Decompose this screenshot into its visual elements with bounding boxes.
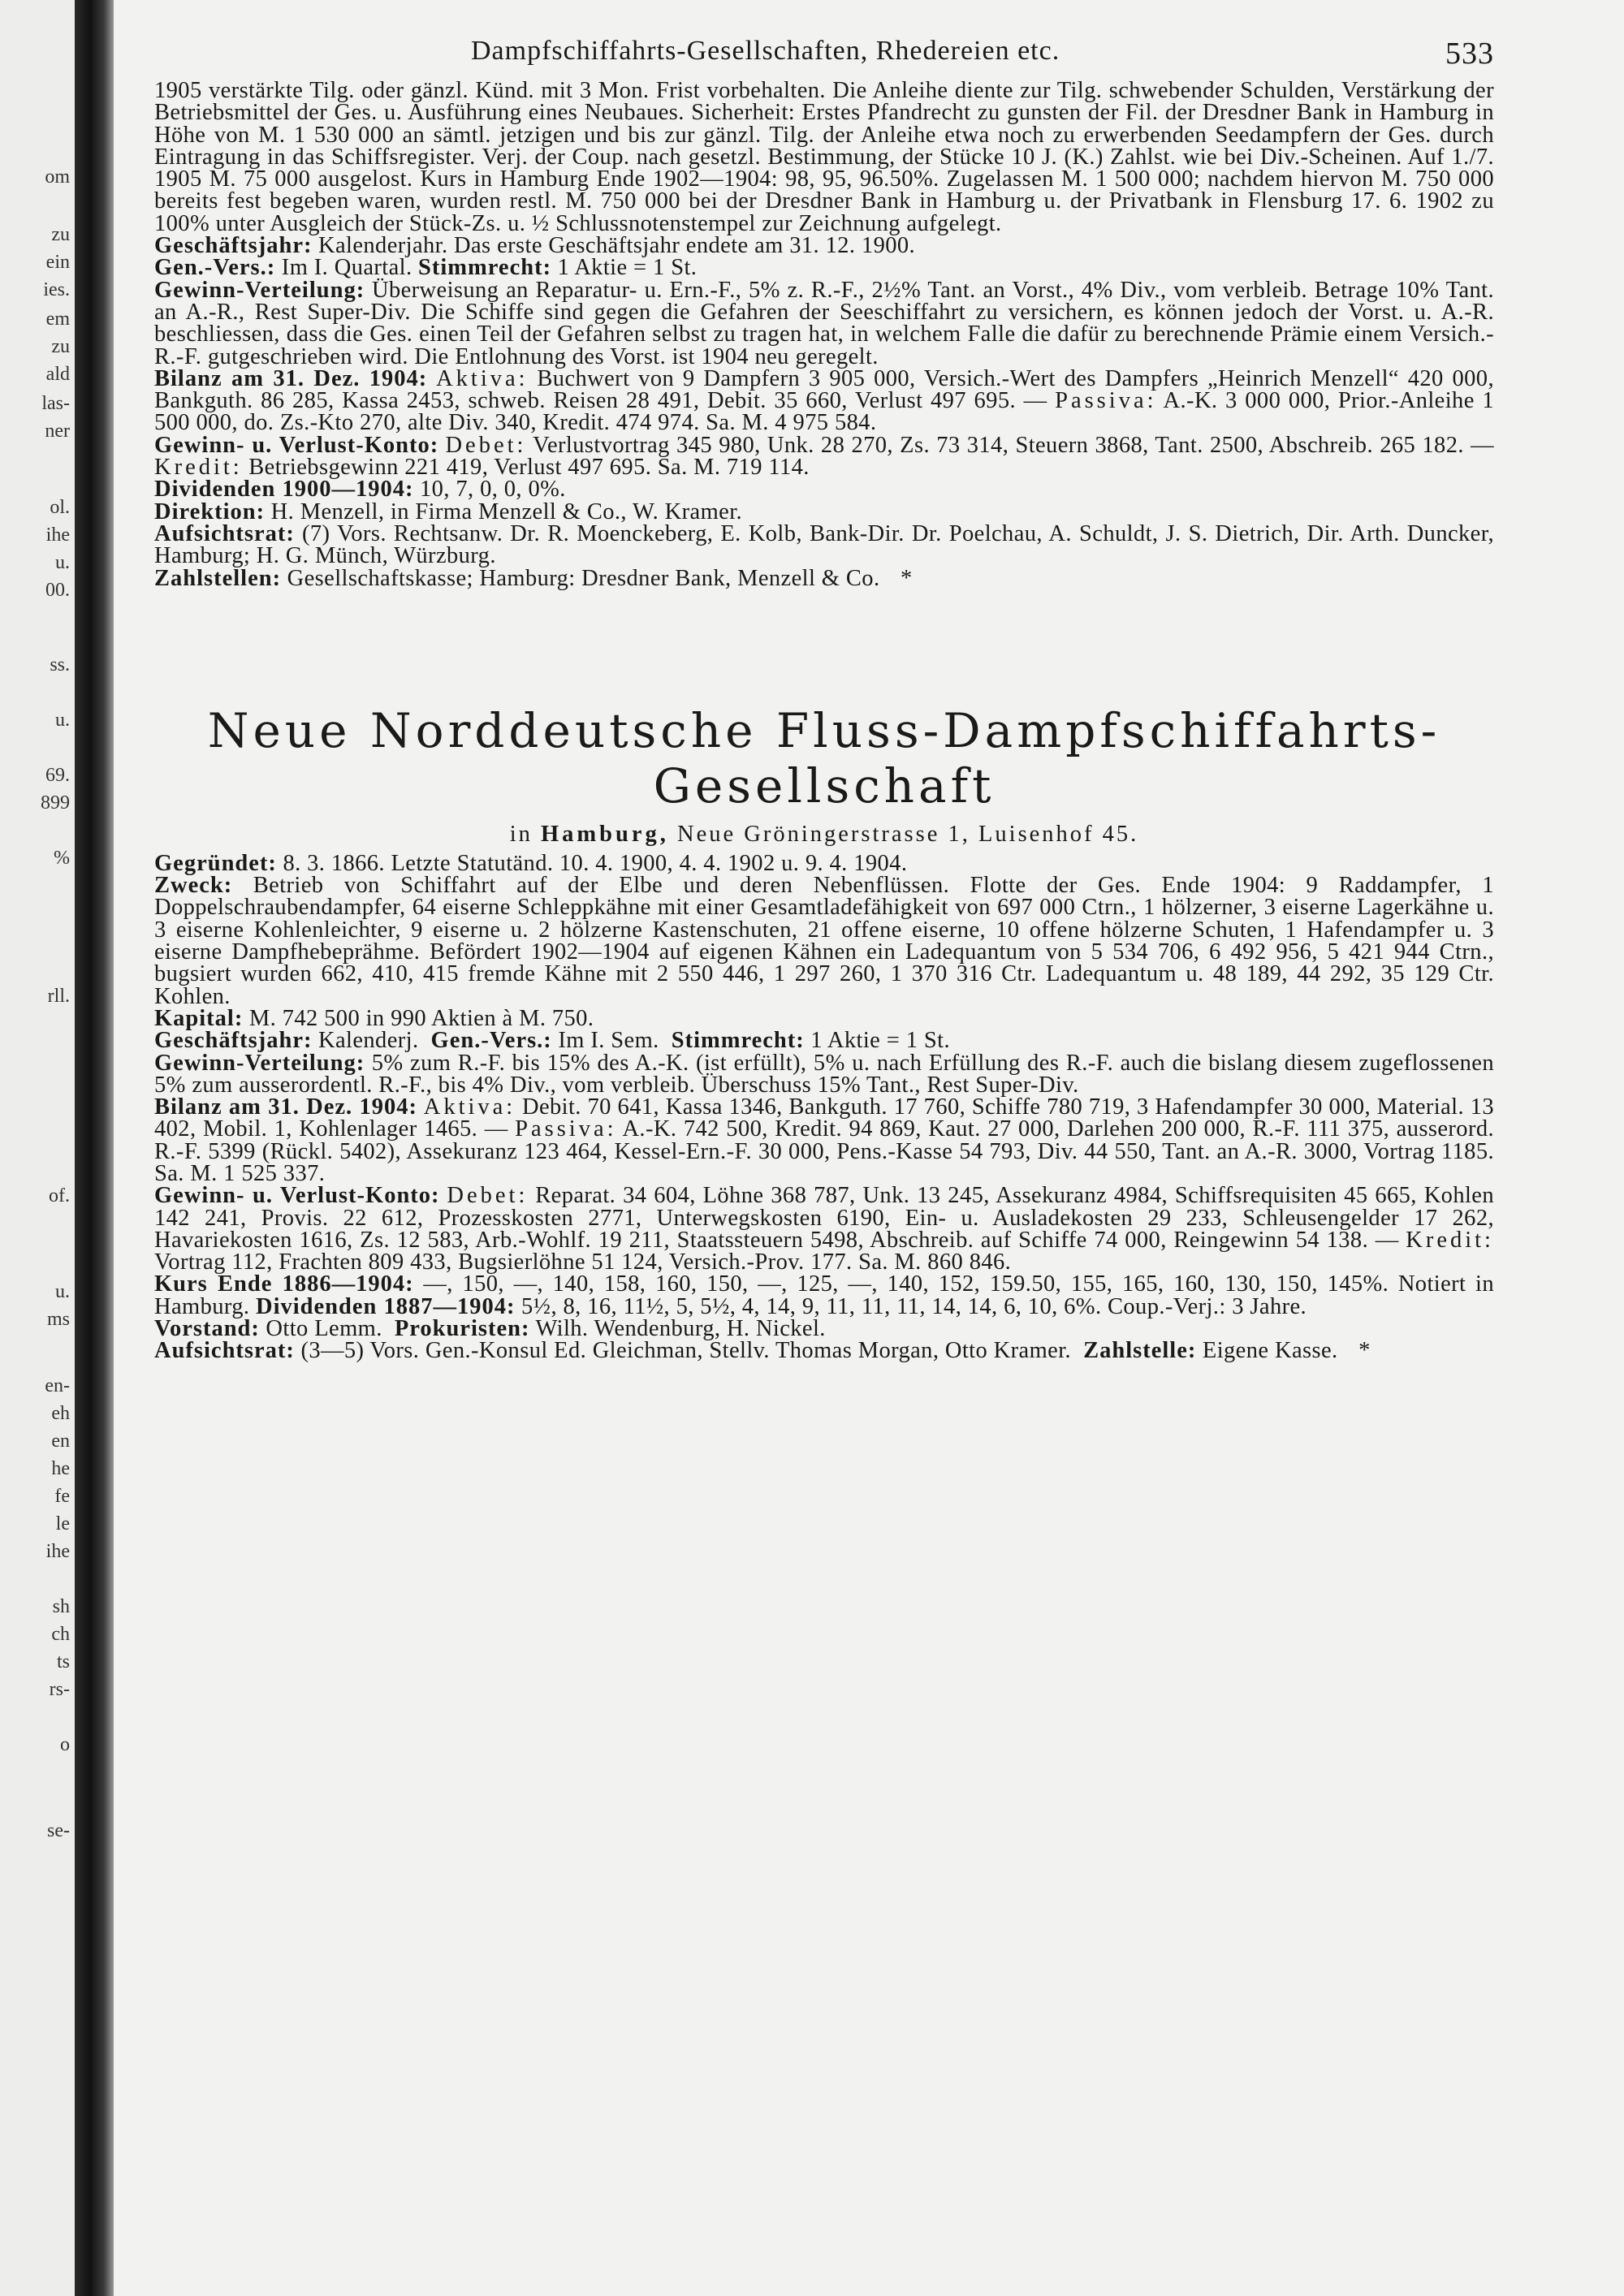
passiva-label-2: Passiva: [515, 1116, 617, 1142]
company-location [154, 822, 1494, 848]
geschaeftsjahr-text-2: Kalenderj. [318, 1028, 419, 1054]
gewinn-verteilung-text-2: 5% zum R.-F. bis 15% des A.-K. (ist erfüllt), 5% u. nach Erfüllung des R.-F. auch die bislang diesem zugeflossenen 5% zum ausserordentl. R.-F., bis 4% Div., vom verbleib. Überschuss 15% Tant., Rest Super-Div. [154, 1050, 1495, 1098]
margin-fragment: ein [45, 252, 70, 273]
vorstand-entry [154, 1318, 1494, 1340]
running-head-title: Dampfschiffahrts-Gesellschaften, Rhedereien etc. [471, 36, 1060, 66]
kredit-label-2: Kredit: [1406, 1227, 1494, 1253]
gegruendet-entry [154, 852, 1494, 874]
passiva-label: Passiva: [1055, 388, 1157, 414]
bilanz-entry [154, 365, 1494, 436]
margin-fragment: eh [51, 1403, 70, 1424]
anleihe-paragraph: 1905 verstärkte Tilg. oder gänzl. Künd. mit 3 Mon. Frist vorbehalten. Die Anleihe diente zur Tilg. schwebender Schulden, Verstärkung der Betriebsmittel der Ges. u. Ausführung eines Neubaues. Sicherheit: Erstes Pfandrecht zu gunsten der Fil. der Dresdner Bank in Hamburg in Höhe von M. 1 530 000 an sämtl. jetzigen und bis zur gänzl. Tilg. der Anleihe etwa noch zu erwerbenden Seedampfern der Ges. durch Eintragung in das Schiffsregister. Verj. der Coup. nach gesetzl. Bestimmung, der Stücke 10 J. (K.) Zahlst. wie bei Div.-Scheinen. Auf 1./7. 1905 M. 75 000 ausgelost. Kurs in Hamburg Ende 1902—1904: 98, 95, 96.50%. Zugelassen M. 1 500 000; nachdem hiervon M. 750 000 bereits fest begeben waren, wurden restl. M. 750 000 bei der Dresdner Bank in Hamburg u. der Privatbank in Flensburg 17. 6. 1902 zu 100% unter Ausgleich der Stück-Zs. u. ½ Schlussnotenstempel zur Zeichnung aufgelegt. [154, 78, 1494, 236]
page [154, 31, 1494, 1362]
kapital-entry [154, 1005, 1494, 1031]
passiva-text: A.-K. 3 000 000, Prior.-Anleihe 1 500 000, do. Zs.-Kto 270, alte Div. 340, Kredit. 474 974. Sa. M. 4 975 584. [154, 388, 1494, 436]
gewinn-verteilung-label-2: Gewinn-Verteilung: [154, 1050, 365, 1076]
margin-fragment: le [55, 1513, 70, 1534]
aktiva-text-2: Debit. 70 641, Kassa 1346, Bankguth. 17 760, Schiffe 780 719, 3 Hafendampfer 30 000, Material. 13 402, Mobil. 1, Kohlenlager 1465. — [154, 1094, 1495, 1142]
margin-fragment: se- [47, 1820, 70, 1841]
prokuristen-text: Wilh. Wendenburg, H. Nickel. [535, 1316, 826, 1342]
book-gutter-shadow [75, 0, 114, 2296]
margin-fragment: sh [52, 1596, 70, 1617]
margin-fragment: u. [55, 710, 70, 731]
margin-fragment: ms [46, 1309, 70, 1330]
kapital-label: Kapital: [154, 1005, 244, 1031]
aufsichtsrat-text: (7) Vors. Rechtsanw. Dr. R. Moenckeberg, E. Kolb, Bank-Dir. Dr. Poelchau, A. Schuldt, J. S. Dietrich, Dir. Arth. Duncker, Hamburg; H. G. Münch, Würzburg. [154, 520, 1494, 569]
aktiva-label: Aktiva: [436, 365, 529, 391]
margin-fragment: rs- [49, 1679, 70, 1700]
dividenden-entry [154, 477, 1494, 503]
bilanz-entry-2 [154, 1096, 1494, 1185]
kurs-text: —, 150, —, 140, 158, 160, 150, —, 125, —, 140, 152, 159.50, 155, 165, 160, 130, 150, 145%. Notiert in Hamburg. [154, 1271, 1494, 1319]
zahlstelle-text: Eigene Kasse. [1202, 1338, 1338, 1364]
kurs-dividenden-entry [154, 1273, 1494, 1318]
debet-text-2: Reparat. 34 604, Löhne 368 787, Unk. 13 245, Assekuranz 4984, Schiffsrequisiten 45 665, Kohlen 142 241, Provis. 22 612, Prozesskosten 2771, Unterwegskosten 6190, Ein- u. Ausladekosten 29 233, Schleusengelder 17 262, Havariekosten 1616, Zs. 12 583, Arb.-Wohlf. 19 211, Staatssteuern 5498, Abschreib. auf Schiffe 74 000, Reingewinn 54 138. — [154, 1183, 1494, 1253]
margin-fragment: las- [41, 393, 70, 414]
margin-fragment: ald [45, 364, 70, 385]
margin-fragment: zu [51, 336, 70, 357]
geschaeftsjahr-label-2: Geschäftsjahr: [154, 1028, 313, 1054]
vorstand-label: Vorstand: [154, 1316, 260, 1342]
stimmrecht-label-2: Stimmrecht: [671, 1028, 805, 1054]
margin-fragment: en- [45, 1375, 70, 1396]
aufsichtsrat-label-2: Aufsichtsrat: [154, 1338, 295, 1364]
margin-fragment: em [45, 309, 70, 330]
aufsichtsrat-entry [154, 520, 1494, 569]
margin-fragment: he [51, 1458, 70, 1479]
geschaeftsjahr-entry-2 [154, 1028, 1494, 1054]
kurs-label: Kurs Ende 1886—1904: [154, 1271, 414, 1297]
dividenden-text: 10, 7, 0, 0, 0%. [420, 477, 566, 503]
geschaeftsjahr-text: Kalenderjahr. Das erste Geschäftsjahr endete am 31. 12. 1900. [318, 233, 916, 259]
margin-fragment: ol. [50, 497, 70, 518]
margin-fragment: 899 [41, 792, 70, 814]
bilanz-label-2: Bilanz am 31. Dez. 1904: [154, 1094, 417, 1120]
guv-entry [154, 434, 1494, 479]
end-mark: * [901, 565, 913, 591]
aufsichtsrat-text-2: (3—5) Vors. Gen.-Konsul Ed. Gleichman, Stellv. Thomas Morgan, Otto Kramer. [300, 1338, 1072, 1364]
direktion-text: H. Menzell, in Firma Menzell & Co., W. Kramer. [270, 498, 743, 524]
gewinn-verteilung-entry-2 [154, 1052, 1494, 1097]
company-title: Neue Norddeutsche Fluss-Dampfschiffahrts-Gesellschaft [207, 702, 1441, 814]
previous-page-margin [0, 0, 75, 2296]
kredit-label: Kredit: [154, 455, 243, 481]
margin-fragment: o [60, 1734, 70, 1755]
section-gap [154, 589, 1494, 703]
margin-fragment: ts [56, 1651, 70, 1672]
gewinn-verteilung-label: Gewinn-Verteilung: [154, 277, 365, 303]
running-head [154, 31, 1494, 80]
stimmrecht-label: Stimmrecht: [418, 255, 552, 281]
guv-label: Gewinn- u. Verlust-Konto: [154, 432, 439, 458]
zahlstellen-label: Zahlstellen: [154, 565, 282, 591]
bilanz-label: Bilanz am 31. Dez. 1904: [154, 365, 428, 391]
aufsichtsrat-entry-2 [154, 1340, 1494, 1362]
margin-fragment: rll. [47, 986, 70, 1007]
dividenden-text-2: 5½, 8, 16, 11½, 5, 5½, 4, 14, 9, 11, 11, 11, 14, 14, 6, 10, 6%. Coup.-Verj.: 3 Jahre. [521, 1293, 1307, 1319]
margin-fragment: ner [45, 421, 70, 442]
vorstand-text: Otto Lemm. [266, 1316, 382, 1342]
kapital-text: M. 742 500 in 990 Aktien à M. 750. [248, 1005, 594, 1031]
margin-fragment: zu [51, 224, 70, 245]
section-neue-norddeutsche [154, 703, 1494, 1362]
genvers-label: Gen.-Vers.: [154, 255, 276, 281]
zahlstellen-text: Gesellschaftskasse; Hamburg: Dresdner Bank, Menzell & Co. [287, 565, 880, 591]
margin-fragment: en [51, 1431, 70, 1452]
kredit-text: Betriebsgewinn 221 419, Verlust 497 695. Sa. M. 719 114. [248, 455, 810, 481]
genvers-label-2: Gen.-Vers.: [430, 1028, 552, 1054]
company-address: Neue Gröningerstrasse 1, Luisenhof 45. [677, 821, 1139, 847]
company-city: Hamburg, [540, 821, 669, 847]
section-previous-company [154, 80, 1494, 589]
margin-fragment: om [45, 166, 70, 188]
margin-fragment: ch [51, 1624, 70, 1645]
margin-fragment: u. [55, 1281, 70, 1302]
aktiva-text: Buchwert von 9 Dampfern 3 905 000, Versich.-Wert des Dampfers „Heinrich Menzell“ 420 000, Bankguth. 86 285, Kassa 2453, schweb. Reisen 28 491, Debit. 35 660, Verlust 497 695. — [154, 365, 1494, 414]
dividenden-label-2: Dividenden 1887—1904: [255, 1293, 516, 1319]
page-number: 533 [1445, 37, 1494, 71]
margin-fragment: ies. [43, 279, 70, 300]
aktiva-label-2: Aktiva: [423, 1094, 516, 1120]
dividenden-label: Dividenden 1900—1904: [154, 477, 414, 503]
debet-label: Debet: [445, 432, 527, 458]
margin-fragment: ihe [45, 524, 70, 546]
margin-fragment: 00. [45, 580, 70, 601]
guv-label-2: Gewinn- u. Verlust-Konto: [154, 1183, 440, 1209]
direktion-label: Direktion: [154, 498, 266, 524]
debet-text: Verlustvortrag 345 980, Unk. 28 270, Zs. 73 314, Steuern 3868, Tant. 2500, Abschreib. 265 182. — [533, 432, 1494, 458]
margin-fragment: ss. [50, 654, 70, 675]
aufsichtsrat-label: Aufsichtsrat: [154, 520, 295, 546]
passiva-text-2: A.-K. 742 500, Kredit. 94 869, Kaut. 27 000, Darlehen 200 000, R.-F. 111 375, ausserord. R.-F. 5399 (Rückl. 5402), Assekuranz 123 464, Kessel-Ern.-F. 30 000, Pens.-Kasse 54 793, Div. 44 550, Tant. an A.-R. 3000, Vortrag 1185. Sa. M. 1 525 337. [154, 1116, 1495, 1186]
zahlstellen-entry [154, 565, 1494, 591]
zweck-entry [154, 874, 1494, 1008]
gegruendet-text: 8. 3. 1866. Letzte Statutänd. 10. 4. 1900, 4. 4. 1902 u. 9. 4. 1904. [283, 850, 908, 876]
geschaeftsjahr-entry [154, 235, 1494, 257]
zweck-text: Betrieb von Schiffahrt auf der Elbe und deren Nebenflüssen. Flotte der Ges. Ende 1904: 9 Raddampfer, 1 Doppelschraubendampfer, 64 eiserne Schleppkähne mit einer Gesamtladefähigkeit von 697 000 Ctrn., 1 hölzerner, 3 eiserne Lagerkähne u. 3 eiserne Kohlenleichter, 9 eiserne u. 2 hölzerne Kastenschuten, 21 offene eiserne, 10 offene hölzerne Schuten, 1 Hafendampfer u. 3 eiserne Dampfhebeprähme. Befördert 1902—1904 auf eigenen Kähnen ein Ladequantum von 5 534 706, 6 492 956, 5 421 944 Ctrn., bugsiert wurden 662, 410, 415 fremde Kähne mit 2 550 446, 1 297 260, 1 370 316 Ctr. Ladequantum u. 48 189, 44 292, 35 129 Ctr. Kohlen. [154, 873, 1494, 1009]
genvers-text: Im I. Quartal. [281, 255, 412, 281]
zahlstelle-label: Zahlstelle: [1083, 1338, 1197, 1364]
genvers-text-2: Im I. Sem. [558, 1028, 659, 1054]
gewinn-verteilung-entry [154, 279, 1494, 368]
prokuristen-label: Prokuristen: [394, 1316, 530, 1342]
margin-fragment: of. [49, 1185, 70, 1206]
gegruendet-label: Gegründet: [154, 850, 277, 876]
stimmrecht-text-2: 1 Aktie = 1 St. [810, 1028, 950, 1054]
zweck-label: Zweck: [154, 873, 233, 899]
kredit-text-2: Vortrag 112, Frachten 809 433, Bugsierlöhne 51 124, Versich.-Prov. 177. Sa. M. 860 846. [154, 1249, 1012, 1275]
gewinn-verteilung-text: Überweisung an Reparatur- u. Ern.-F., 5% z. R.-F., 2½% Tant. an Vorst., 4% Div., vom verbleib. Betrage 10% Tant. an A.-R., Rest Super-Div. Die Schiffe sind gegen die Gefahren der Seeschiffahrt zu versichern, es können jedoch der Vorst. u. A.-R. beschliessen, dass die Ges. einen Teil der Gefahren selbst zu tragen hat, in welchem Falle die dafür zu berechnende Prämie einem Versich.-R.-F. gutgeschrieben wird. Die Entlohnung des Vorst. ist 1904 neu geregelt. [154, 277, 1494, 369]
end-mark-2: * [1358, 1338, 1371, 1364]
margin-fragment: 69. [45, 765, 70, 786]
margin-fragment: u. [55, 552, 70, 573]
location-prefix: in [509, 821, 533, 847]
geschaeftsjahr-label: Geschäftsjahr: [154, 233, 313, 259]
margin-fragment: ihe [45, 1541, 70, 1562]
debet-label-2: Debet: [447, 1183, 529, 1209]
margin-fragment: % [54, 848, 70, 869]
genvers-entry [154, 255, 1494, 281]
guv-entry-2 [154, 1185, 1494, 1273]
stimmrecht-text: 1 Aktie = 1 St. [557, 255, 698, 281]
direktion-entry [154, 498, 1494, 524]
margin-fragment: fe [54, 1486, 70, 1507]
